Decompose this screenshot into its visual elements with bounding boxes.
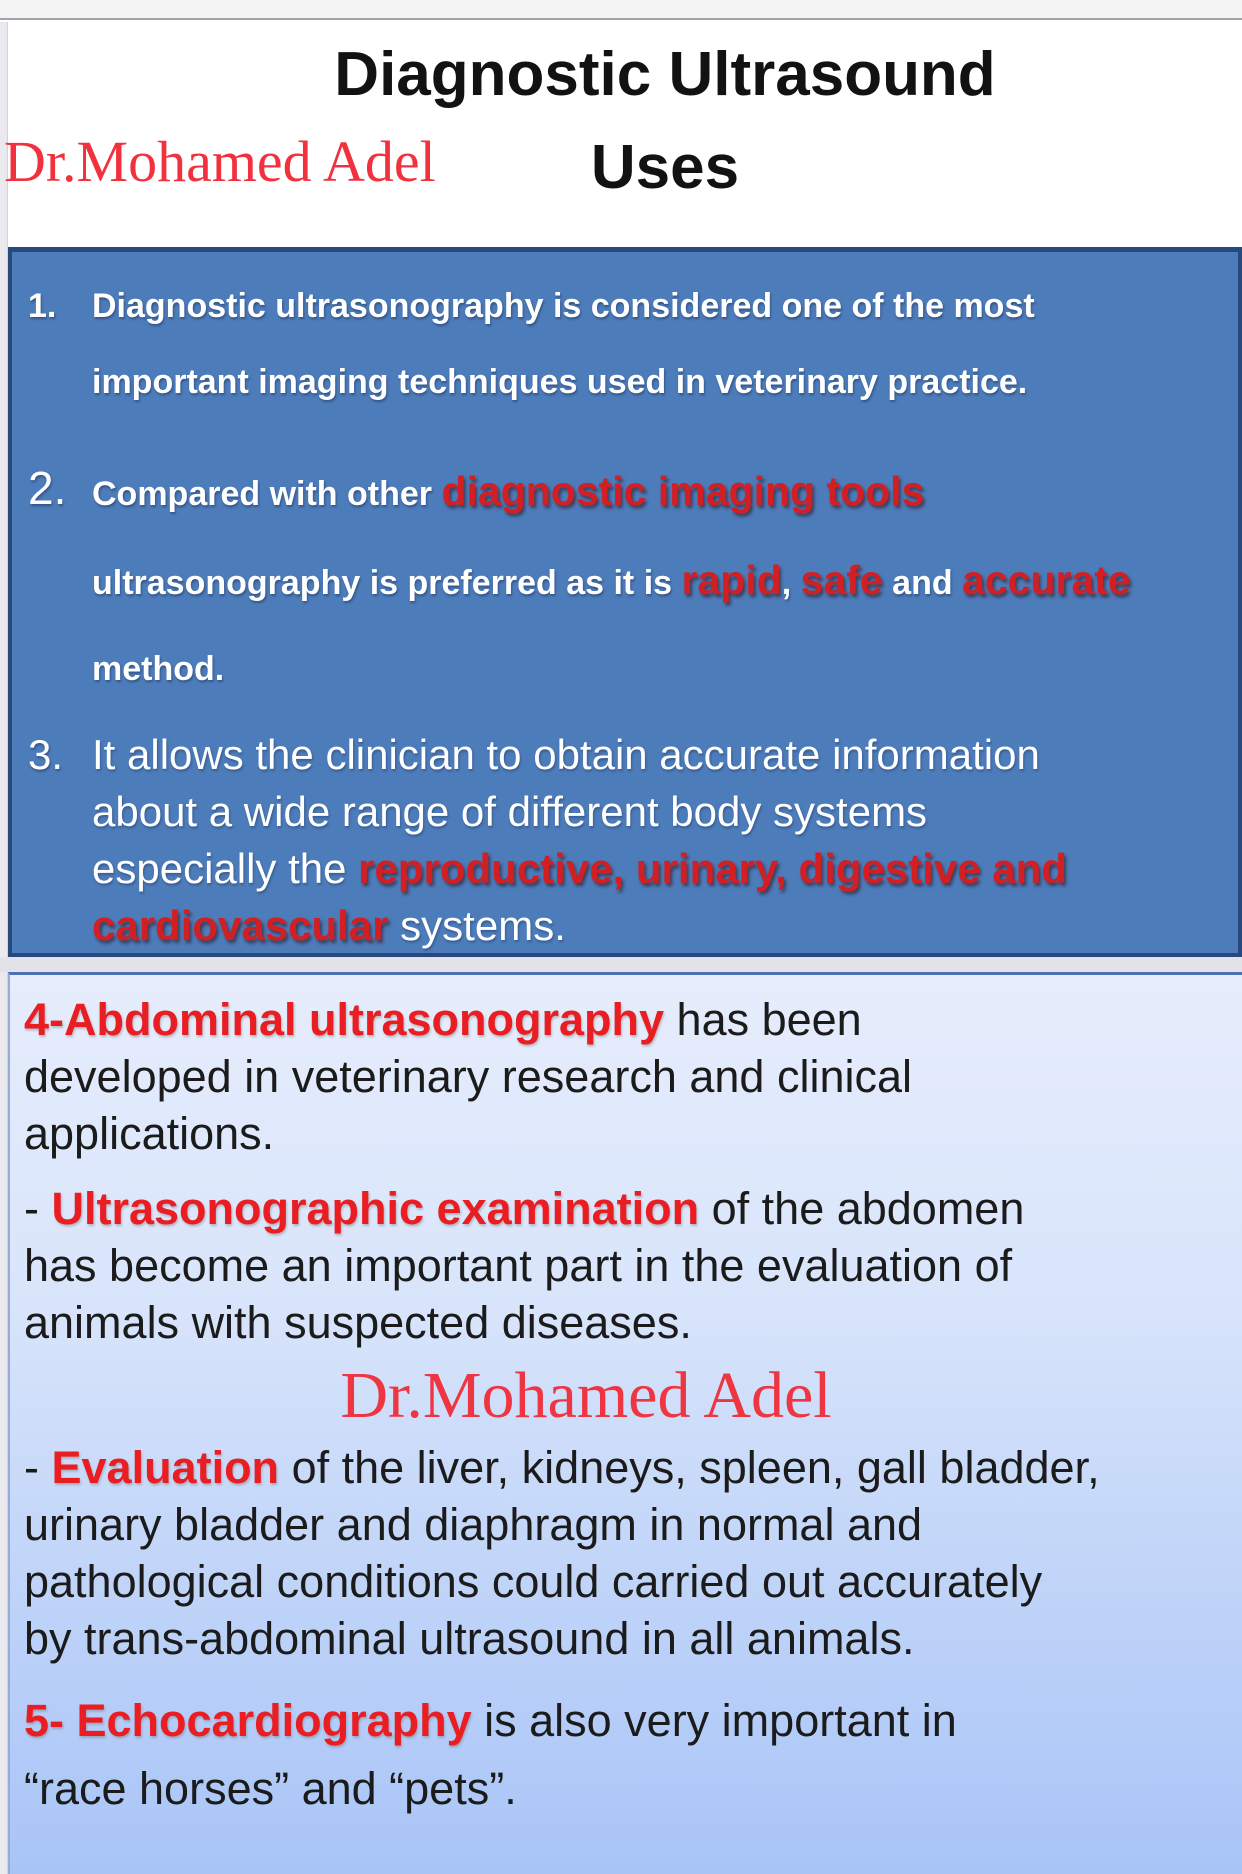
text-line <box>92 783 1230 840</box>
text-line <box>24 1755 1238 1823</box>
text-line <box>24 991 1238 1048</box>
panel-divider-gap <box>0 957 1242 972</box>
text-run-highlight: Evaluation <box>51 1442 280 1493</box>
text-run: of the liver, kidneys, spleen, gall bladder, <box>279 1442 1100 1493</box>
text-line <box>92 726 1230 783</box>
item-number: 1. <box>28 287 57 325</box>
text-run: important imaging techniques used in veterinary practice. <box>92 363 1028 401</box>
text-line <box>24 1687 1238 1755</box>
text-run: is also very important in <box>471 1695 957 1746</box>
text-run: urinary bladder and diaphragm in normal and <box>24 1499 923 1550</box>
text-run: developed in veterinary research and clinical <box>24 1051 913 1102</box>
text-run-highlight: 5- Echocardiography <box>24 1695 472 1746</box>
list-item-2 <box>28 448 1230 712</box>
list-item-1 <box>28 268 1230 420</box>
slide-title: Diagnostic Ultrasound <box>334 40 996 109</box>
text-line <box>92 626 1230 712</box>
slide-subtitle: Uses <box>590 133 740 202</box>
item-number: 3. <box>28 731 64 778</box>
item-text <box>92 726 1230 954</box>
slide-header <box>4 22 1242 247</box>
text-run-highlight: accurate <box>962 557 1131 603</box>
author-name-top: Dr.Mohamed Adel <box>4 129 436 194</box>
text-run: “race horses” and “pets”. <box>24 1763 517 1814</box>
text-line <box>92 448 1230 537</box>
text-run: especially the <box>92 845 359 892</box>
text-line <box>24 1496 1238 1553</box>
item-text <box>92 268 1230 420</box>
text-line <box>92 268 1230 344</box>
text-run: Compared with other <box>92 475 442 513</box>
item-text <box>92 448 1230 712</box>
author-name-middle: Dr.Mohamed Adel <box>340 1359 832 1432</box>
text-run: has become an important part in the evaluation of <box>24 1240 1013 1291</box>
text-run: of the abdomen <box>699 1183 1025 1234</box>
text-line <box>24 1048 1238 1105</box>
text-line <box>24 1105 1238 1162</box>
numbered-points-panel <box>8 247 1242 957</box>
window-top-strip <box>0 0 1242 20</box>
text-line <box>92 344 1230 420</box>
slide-header-row <box>4 126 1242 210</box>
text-run: about a wide range of different body systems <box>92 788 928 835</box>
body-text-panel <box>8 972 1242 1874</box>
text-run: - <box>24 1442 52 1493</box>
text-run: has been <box>664 994 862 1045</box>
text-line <box>24 1237 1238 1294</box>
paragraph-ultrasonographic-examination <box>24 1180 1238 1351</box>
list-item-3 <box>28 726 1230 954</box>
text-run: animals with suspected diseases. <box>24 1297 692 1348</box>
paragraph-4-abdominal <box>24 991 1238 1162</box>
text-line <box>92 840 1230 897</box>
text-run: Diagnostic ultrasonography is considered one of the most <box>92 287 1035 325</box>
text-line <box>24 1180 1238 1237</box>
text-run: pathological conditions could carried out accurately <box>24 1556 1043 1607</box>
text-run: and <box>882 564 963 602</box>
text-run: method. <box>92 650 225 688</box>
text-line <box>92 897 1230 954</box>
text-run-highlight: diagnostic imaging tools <box>441 468 925 514</box>
text-run-highlight: 4-Abdominal ultrasonography <box>24 994 665 1045</box>
text-run-highlight: reproductive, urinary, digestive and <box>358 845 1067 892</box>
item-number: 2. <box>28 462 67 514</box>
text-line <box>24 1610 1238 1667</box>
text-run-highlight: rapid <box>681 557 782 603</box>
text-run: It allows the clinician to obtain accurate information <box>92 731 1040 778</box>
text-line <box>24 1439 1238 1496</box>
text-run: systems. <box>388 902 566 949</box>
text-run: by trans-abdominal ultrasound in all animals. <box>24 1613 915 1664</box>
text-run: , <box>781 564 801 602</box>
text-run-highlight: cardiovascular <box>92 902 389 949</box>
text-line <box>92 537 1230 626</box>
page-left-gutter <box>0 22 8 1874</box>
text-line <box>24 1553 1238 1610</box>
text-run: - <box>24 1183 52 1234</box>
text-run-highlight: Ultrasonographic examination <box>51 1183 700 1234</box>
paragraph-5-echocardiography <box>24 1687 1238 1823</box>
text-run-highlight: safe <box>800 557 883 603</box>
text-line <box>24 1294 1238 1351</box>
text-run: applications. <box>24 1108 275 1159</box>
text-run: ultrasonography is preferred as it is <box>92 564 682 602</box>
paragraph-evaluation <box>24 1439 1238 1667</box>
